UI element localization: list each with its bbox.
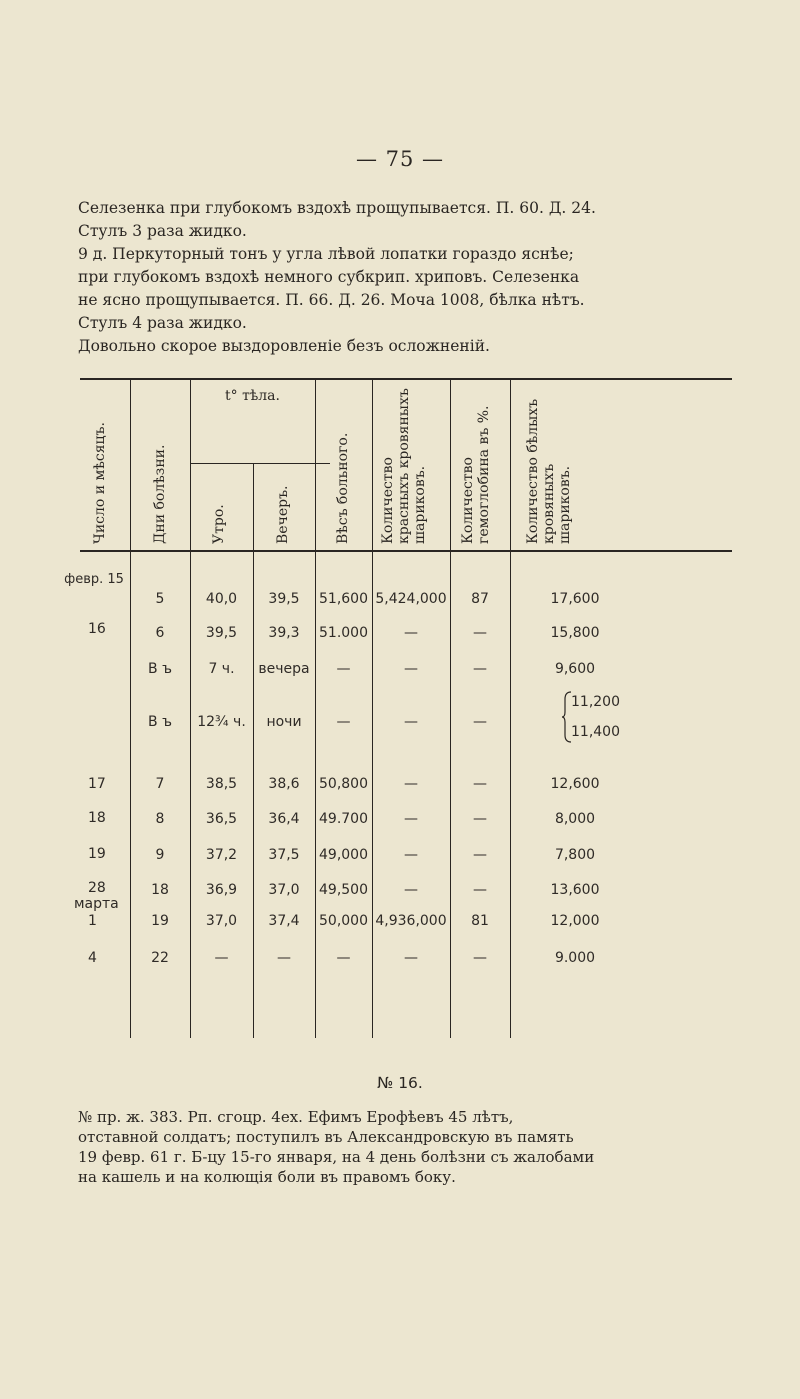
row5-date: 17 (88, 776, 106, 792)
row1-white: 17,600 (550, 591, 600, 607)
row6-evening: 36,4 (268, 811, 300, 827)
row2-weight: 51.000 (319, 625, 368, 641)
row9-morning: 37,0 (205, 913, 238, 929)
row4-white-b: 11,400 (571, 724, 620, 740)
row2-hemo: — (473, 625, 487, 641)
row3-weight: — (336, 661, 351, 677)
row7-white: 7,800 (554, 847, 596, 863)
row2-date: 16 (88, 621, 106, 637)
row9-day: 19 (151, 913, 169, 929)
text-line: отставной солдатъ; поступилъ въ Александровскую въ память (78, 1128, 574, 1146)
row5-weight: 50,800 (319, 776, 368, 792)
row7-hemo: — (473, 847, 487, 863)
top-paragraph (78, 197, 728, 358)
row3-red: — (404, 661, 418, 677)
row8-day: 18 (151, 882, 169, 898)
row8-weight: 49,500 (319, 882, 368, 898)
row8-evening: 37,0 (268, 882, 300, 898)
row1-morning: 40,0 (205, 591, 238, 607)
row7-day: 9 (155, 847, 165, 863)
row4-hemo: — (473, 714, 487, 730)
row5-white: 12,600 (550, 776, 600, 792)
row5-evening: 38,6 (268, 776, 300, 792)
row10-red: — (404, 950, 418, 966)
row10-white: 9.000 (554, 950, 596, 966)
row5-day: 7 (155, 776, 165, 792)
row2-white: 15,800 (550, 625, 600, 641)
row1-date: февр. 15 (64, 572, 124, 587)
page-number: — 75 — (355, 147, 445, 171)
row2-day: 6 (155, 625, 165, 641)
row6-day: 8 (155, 811, 165, 827)
col-divider (190, 378, 191, 1038)
row4-day: В ъ (148, 714, 172, 730)
row6-weight: 49.700 (319, 811, 368, 827)
text-line: Стулъ 3 раза жидко. (78, 222, 247, 240)
row2-red: — (404, 625, 418, 641)
table-header-rule (80, 550, 732, 552)
row6-hemo: — (473, 811, 487, 827)
row10-hemo: — (473, 950, 487, 966)
header-date: Число и мѣсяцъ. (92, 422, 108, 544)
row5-hemo: — (473, 776, 487, 792)
row7-morning: 37,2 (205, 847, 238, 863)
row10-evening: — (277, 950, 291, 966)
row8-white: 13,600 (550, 882, 600, 898)
text-line: не ясно прощупывается. П. 66. Д. 26. Моча 1008, бѣлка нѣтъ. (78, 291, 585, 309)
text-line: при глубокомъ вздохѣ немного субкрип. хриповъ. Селезенка (78, 268, 580, 286)
text-line: 19 февр. 61 г. Б-цу 15-го января, на 4 день болѣзни съ жалобами (78, 1148, 595, 1166)
row8-hemo: — (473, 882, 487, 898)
row8-month: марта (74, 896, 119, 912)
header-white-cells: Количество бѣлыхъ кровяныхъ шариковъ. (525, 398, 573, 544)
header-evening: Вечеръ. (275, 485, 291, 544)
text-line: Стулъ 4 раза жидко. (78, 314, 247, 332)
row4-red: — (404, 714, 418, 730)
row7-weight: 49,000 (319, 847, 368, 863)
row4-weight: — (336, 714, 351, 730)
row10-morning: — (214, 950, 229, 966)
header-hemoglobin: Количество гемоглобина въ %. (460, 405, 492, 544)
header-red-cells: Количество красныхъ кровяныхъ шариковъ. (380, 388, 428, 544)
header-morning: Утро. (211, 504, 227, 544)
text-line: Селезенка при глубокомъ вздохѣ прощупывается. П. 60. Д. 24. (78, 199, 596, 217)
header-weight: Вѣсъ больного. (335, 432, 351, 544)
row10-day: 22 (151, 950, 169, 966)
row3-day: В ъ (148, 661, 172, 677)
temp-sub-rule (190, 463, 330, 464)
text-line: на кашель и на колющія боли въ правомъ боку. (78, 1168, 456, 1186)
row1-weight: 51,600 (319, 591, 368, 607)
row3-evening: вечера (258, 661, 310, 677)
row4-evening: ночи (266, 714, 302, 730)
blood-table (64, 378, 732, 1046)
row6-white: 8,000 (554, 811, 596, 827)
row2-morning: 39,5 (205, 625, 238, 641)
row3-hemo: — (473, 661, 487, 677)
row1-hemo: 87 (471, 591, 489, 607)
row9-white: 12,000 (550, 913, 600, 929)
row9-hemo: 81 (471, 913, 489, 929)
row7-red: — (404, 847, 418, 863)
text-line: Довольно скорое выздоровленіе безъ осложненій. (78, 337, 490, 355)
row6-red: — (404, 811, 418, 827)
header-temp: t° тѣла. (225, 388, 280, 404)
row1-evening: 39,5 (268, 591, 300, 607)
row8-red: — (404, 882, 418, 898)
row4-white-a: 11,200 (571, 694, 620, 710)
col-divider (372, 378, 373, 1038)
col-divider (450, 378, 451, 1038)
row6-date: 18 (88, 810, 106, 826)
row5-morning: 38,5 (205, 776, 238, 792)
row10-date: 4 (88, 950, 97, 966)
row7-evening: 37,5 (268, 847, 300, 863)
row7-date: 19 (88, 846, 106, 862)
row9-weight: 50,000 (319, 913, 368, 929)
header-day: Дни болѣзни. (152, 444, 168, 544)
row3-white: 9,600 (554, 661, 596, 677)
row9-evening: 37,4 (268, 913, 300, 929)
row9-date: 1 (88, 913, 97, 929)
row9-red: 4,936,000 (375, 913, 447, 929)
bottom-paragraph (78, 1107, 728, 1187)
row6-morning: 36,5 (205, 811, 238, 827)
col-divider (315, 378, 316, 1038)
row2-evening: 39,3 (268, 625, 300, 641)
row1-day: 5 (155, 591, 165, 607)
col-divider (130, 378, 131, 1038)
row8-morning: 36,9 (205, 882, 238, 898)
row5-red: — (404, 776, 418, 792)
row10-weight: — (336, 950, 351, 966)
row4-morning: 12¾ ч. (197, 714, 246, 730)
text-line: 9 д. Перкуторный тонъ у угла лѣвой лопатки гораздо яснѣе; (78, 245, 574, 263)
row3-morning: 7 ч. (208, 661, 235, 677)
col-divider (510, 378, 511, 1038)
table-top-rule (80, 378, 732, 380)
case-title: № 16. (377, 1074, 423, 1092)
text-line: № пр. ж. 383. Рп. сгоцр. 4ех. Ефимъ Ерофѣевъ 45 лѣтъ, (78, 1108, 514, 1126)
row1-red: 5,424,000 (375, 591, 447, 607)
row8-date: 28 (88, 880, 106, 896)
